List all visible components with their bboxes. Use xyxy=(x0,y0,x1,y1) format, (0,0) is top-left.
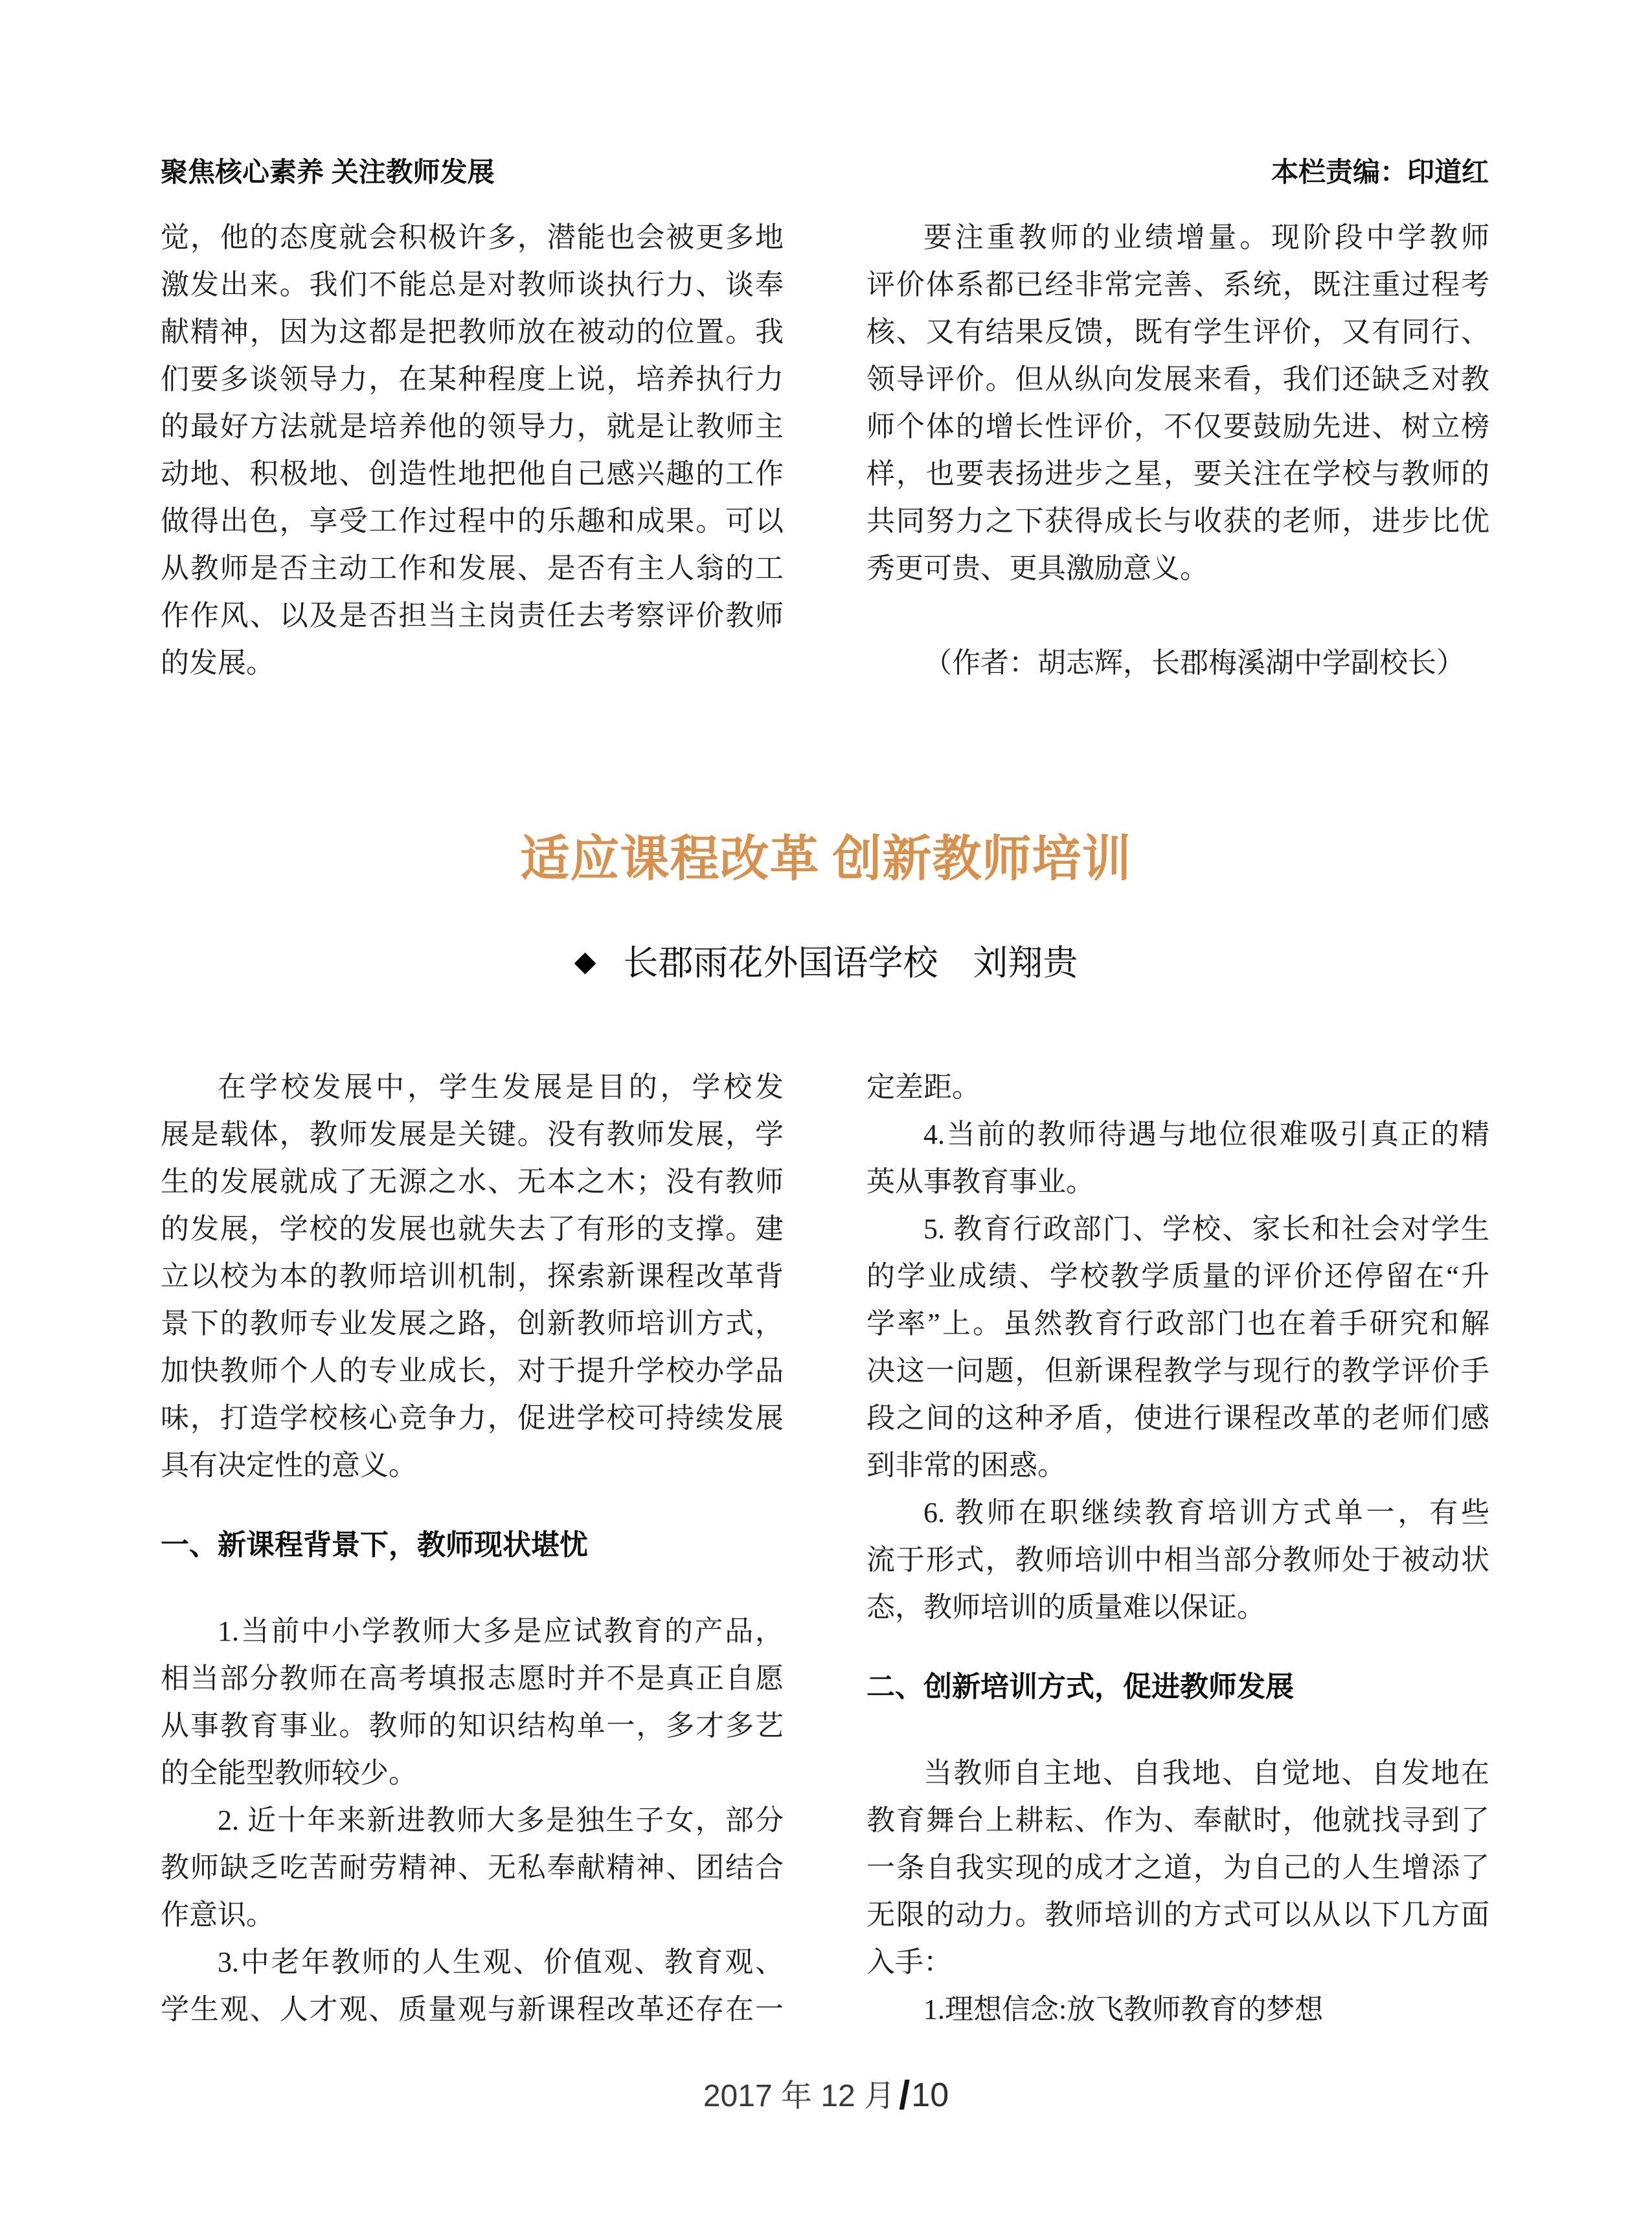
text-line: 到非常的困惑。 xyxy=(866,1449,1066,1481)
text-line: 献精神，因为这都是把教师放在被动的位置。我 xyxy=(161,316,784,348)
page-number: 10 xyxy=(911,2076,949,2114)
text-line: 立以校为本的教师培训机制，探索新课程改革背 xyxy=(161,1260,784,1292)
text-line: 作作风、以及是否担当主岗责任去考察评价教师 xyxy=(161,600,784,631)
text-line: 加快教师个人的专业成长，对于提升学校办学品 xyxy=(161,1355,784,1387)
article-title: 适应课程改革 创新教师培训 xyxy=(520,832,1132,887)
text-line: 学生观、人才观、质量观与新课程改革还存在一 xyxy=(161,1993,784,2025)
text-line: 的发展。 xyxy=(161,647,275,679)
text-line: 无限的动力。教师培训的方式可以从以下几方面 xyxy=(866,1899,1489,1931)
text-line: 的全能型教师较少。 xyxy=(161,1757,417,1789)
article2-right-column xyxy=(866,1063,1489,2033)
text-line: 学率”上。虽然教育行政部门也在着手研究和解 xyxy=(866,1308,1489,1339)
column-header-left: 聚焦核心素养 关注教师发展 xyxy=(161,157,495,187)
text-line: 具有决定性的意义。 xyxy=(161,1449,417,1481)
text-line: 教育舞台上耕耘、作为、奉献时，他就找寻到了 xyxy=(866,1804,1489,1836)
text-line xyxy=(866,592,1489,639)
diamond-icon: ◆ xyxy=(574,946,596,977)
text-line: 当教师自主地、自我地、自觉地、自发地在 xyxy=(923,1757,1489,1789)
section-heading: 二、创新培训方式，促进教师发展 xyxy=(866,1671,1294,1703)
article2-left-column xyxy=(161,1063,784,2033)
text-line: 展是载体，教师发展是关键。没有教师发展，学 xyxy=(161,1119,784,1150)
text-line: 4.当前的教师待遇与地位很难吸引真正的精 xyxy=(923,1119,1489,1150)
text-line: 1.理想信念:放飞教师教育的梦想 xyxy=(923,1993,1324,2025)
article-byline xyxy=(0,940,1652,984)
text-line: 作意识。 xyxy=(161,1899,275,1931)
text-line: 在学校发展中，学生发展是目的，学校发 xyxy=(218,1071,784,1103)
column-editor-credit: 本栏责编：印道红 xyxy=(1271,157,1489,187)
text-line: 评价体系都已经非常完善、系统，既注重过程考 xyxy=(866,269,1489,301)
text-line: 3.中老年教师的人生观、价值观、教育观、 xyxy=(218,1946,784,1978)
text-line: 从事教育事业。教师的知识结构单一，多才多艺 xyxy=(161,1710,784,1742)
text-line: 的最好方法就是培养他的领导力，就是让教师主 xyxy=(161,411,784,442)
text-line: 样，也要表扬进步之星，要关注在学校与教师的 xyxy=(866,458,1489,490)
slash-divider: / xyxy=(899,2073,911,2118)
text-line: 生的发展就成了无源之水、无本之木；没有教师 xyxy=(161,1166,784,1198)
text-line: 激发出来。我们不能总是对教师谈执行力、谈奉 xyxy=(161,269,784,301)
text-line: 觉，他的态度就会积极许多，潜能也会被更多地 xyxy=(161,221,784,253)
section-heading: 一、新课程背景下，教师现状堪忧 xyxy=(161,1529,588,1561)
text-line: 决这一问题，但新课程教学与现行的教学评价手 xyxy=(866,1355,1489,1387)
text-line: 相当部分教师在高考填报志愿时并不是真正自愿 xyxy=(161,1663,784,1694)
text-line: 2. 近十年来新进教师大多是独生子女，部分 xyxy=(218,1804,784,1836)
text-line: 入手： xyxy=(866,1946,952,1978)
text-line: 5. 教育行政部门、学校、家长和社会对学生 xyxy=(923,1213,1489,1245)
text-line: 味，打造学校核心竞争力，促进学校可持续发展 xyxy=(161,1402,784,1434)
footer-date: 2017 年 12 月 xyxy=(703,2079,896,2113)
text-line: 段之间的这种矛盾，使进行课程改革的老师们感 xyxy=(866,1402,1489,1434)
text-line: 领导评价。但从纵向发展来看，我们还缺乏对教 xyxy=(866,363,1489,395)
byline-text: 长郡雨花外国语学校 刘翔贵 xyxy=(623,944,1078,982)
text-line: 6. 教师在职继续教育培训方式单一，有些 xyxy=(923,1497,1489,1528)
text-line: 教师缺乏吃苦耐劳精神、无私奉献精神、团结合 xyxy=(161,1852,784,1883)
text-line: 们要多谈领导力，在某种程度上说，培养执行力 xyxy=(161,363,784,395)
text-line: 景下的教师专业发展之路，创新教师培训方式， xyxy=(161,1308,784,1339)
text-line: 核、又有结果反馈，既有学生评价，又有同行、 xyxy=(866,316,1489,348)
text-line: 流于形式，教师培训中相当部分教师处于被动状 xyxy=(866,1544,1489,1576)
text-line: 1.当前中小学教师大多是应试教育的产品， xyxy=(218,1615,784,1647)
text-line: 定差距。 xyxy=(866,1071,980,1103)
article1-left-column xyxy=(161,214,784,687)
page-footer xyxy=(0,2073,1652,2118)
text-line: 动地、积极地、创造性地把他自己感兴趣的工作 xyxy=(161,458,784,490)
text-line: 一条自我实现的成才之道，为自己的人生增添了 xyxy=(866,1852,1489,1883)
text-line: 的发展，学校的发展也就失去了有形的支撑。建 xyxy=(161,1213,784,1245)
author-credit: （作者：胡志辉，长郡梅溪湖中学副校长） xyxy=(923,647,1465,679)
text-line: 要注重教师的业绩增量。现阶段中学教师 xyxy=(923,221,1489,253)
text-line: 共同努力之下获得成长与收获的老师，进步比优 xyxy=(866,505,1489,537)
text-line: 的学业成绩、学校教学质量的评价还停留在“升 xyxy=(866,1260,1489,1292)
text-line: 秀更可贵、更具激励意义。 xyxy=(866,552,1208,584)
text-line: 英从事教育事业。 xyxy=(866,1166,1094,1198)
text-line: 做得出色，享受工作过程中的乐趣和成果。可以 xyxy=(161,505,784,537)
article1-right-column xyxy=(866,214,1489,687)
text-line: 师个体的增长性评价，不仅要鼓励先进、树立榜 xyxy=(866,411,1489,442)
text-line: 态，教师培训的质量难以保证。 xyxy=(866,1591,1265,1623)
text-line: 从教师是否主动工作和发展、是否有主人翁的工 xyxy=(161,552,784,584)
